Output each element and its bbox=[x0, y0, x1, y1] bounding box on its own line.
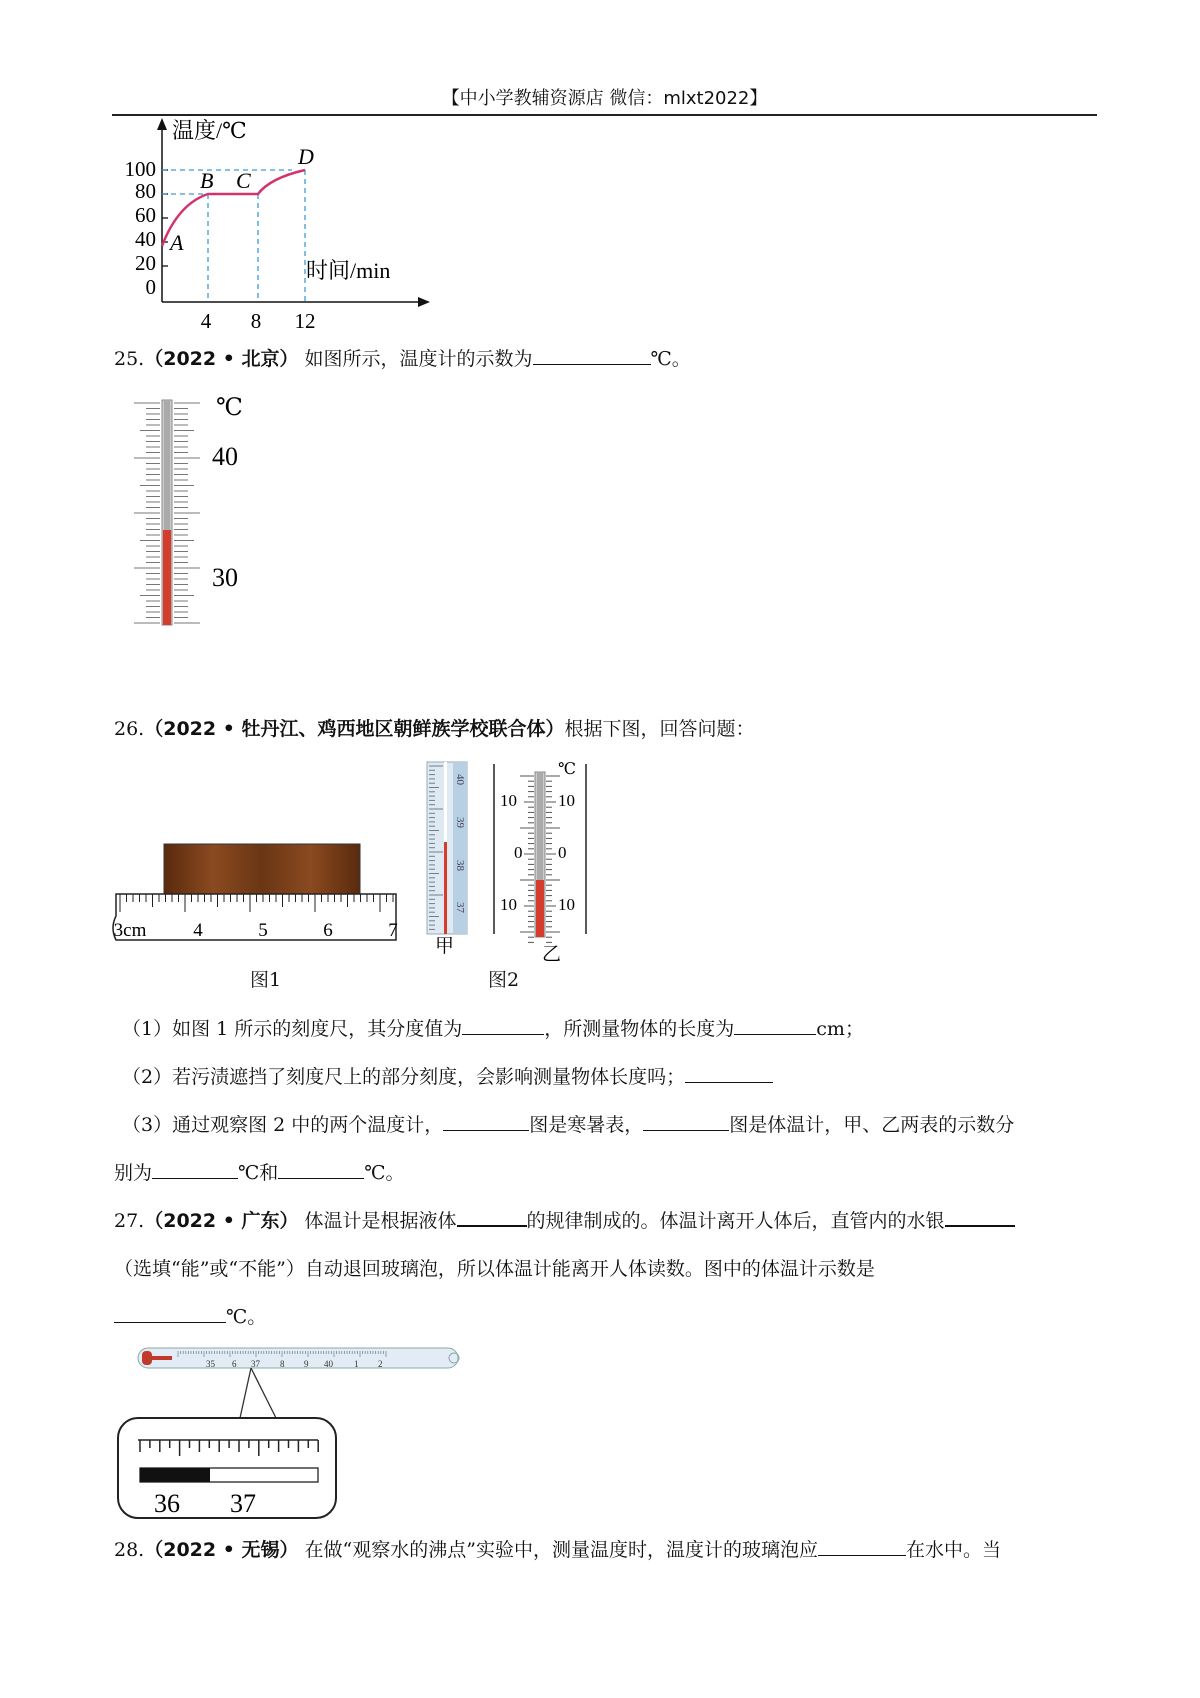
thermo-unit: ℃ bbox=[216, 395, 243, 421]
question-25: 25.（2022 • 北京） 如图所示，温度计的示数为 ℃。 bbox=[114, 348, 691, 370]
q26-sub3: （3）通过观察图 2 中的两个温度计， 图是寒暑表， 图是体温计，甲、乙两表的示数分 bbox=[122, 1114, 1015, 1136]
graph-ytick: 40 bbox=[135, 227, 156, 251]
answer-blank[interactable] bbox=[152, 1160, 238, 1179]
scale-label: 40 bbox=[324, 1359, 333, 1369]
temperature-time-graph bbox=[100, 118, 430, 338]
answer-blank[interactable] bbox=[685, 1064, 773, 1083]
point-label-a: A bbox=[170, 230, 184, 255]
ruler-label: 7 bbox=[388, 920, 398, 941]
yi-right-label: 10 bbox=[558, 791, 575, 810]
answer-blank[interactable] bbox=[462, 1016, 544, 1035]
jia-tick-label: 38 bbox=[454, 860, 466, 871]
thermo-label-30: 30 bbox=[212, 563, 238, 592]
ruler-label: 4 bbox=[193, 920, 203, 941]
answer-blank[interactable] bbox=[818, 1537, 906, 1556]
answer-blank[interactable] bbox=[643, 1112, 729, 1131]
thermometer-q25 bbox=[120, 395, 260, 630]
graph-xtick: 8 bbox=[250, 309, 262, 333]
clinical-thermometer-q27 bbox=[118, 1340, 458, 1520]
question-26: 26.（2022 • 牡丹江、鸡西地区朝鲜族学校联合体）根据下图，回答问题： bbox=[114, 718, 755, 740]
point-label-d: D bbox=[298, 144, 314, 169]
figure-2-caption: 图2 bbox=[488, 969, 520, 991]
jia-tick-label: 39 bbox=[454, 817, 466, 828]
answer-blank[interactable] bbox=[457, 1207, 527, 1227]
scale-label: 9 bbox=[304, 1359, 309, 1369]
q26-sub1: （1）如图 1 所示的刻度尺，其分度值为 ，所测量物体的长度为 cm； bbox=[122, 1018, 864, 1040]
yi-unit: ℃ bbox=[558, 761, 576, 778]
scale-label: 1 bbox=[354, 1359, 359, 1369]
answer-blank[interactable] bbox=[945, 1207, 1015, 1227]
scale-label: 37 bbox=[251, 1359, 260, 1369]
jia-label: 甲 bbox=[435, 936, 455, 957]
graph-ytick: 0 bbox=[145, 275, 156, 299]
ruler-label: 6 bbox=[323, 920, 333, 941]
graph-ytick: 20 bbox=[135, 251, 156, 275]
question-27-line3: ℃。 bbox=[114, 1303, 266, 1331]
scale-label: 8 bbox=[280, 1359, 285, 1369]
graph-ytick: 100 bbox=[124, 157, 156, 181]
thermo-label-40: 40 bbox=[212, 442, 238, 471]
question-27-line2: （选填“能”或“不能”）自动退回玻璃泡，所以体温计能离开人体读数。图中的体温计示数是 bbox=[114, 1258, 875, 1280]
q26-sub3-cont: 别为 ℃和 ℃。 bbox=[114, 1162, 405, 1184]
q26-sub2: （2）若污渍遮挡了刻度尺上的部分刻度，会影响测量物体长度吗； bbox=[122, 1063, 773, 1091]
jia-tick-label: 40 bbox=[454, 774, 466, 785]
question-28: 28.（2022 • 无锡） 在做“观察水的沸点”实验中，测量温度时，温度计的玻璃泡应 在水中。当 bbox=[114, 1539, 1001, 1561]
yi-left-label: 10 bbox=[500, 791, 517, 810]
yi-left-label: 0 bbox=[514, 843, 523, 862]
page-header: 【中小学教辅资源店 微信：mlxt2022】 bbox=[112, 84, 1097, 116]
graph-xlabel: 时间/min bbox=[306, 258, 391, 283]
ruler-label: 5 bbox=[258, 920, 268, 941]
point-label-c: C bbox=[236, 168, 251, 193]
zoom-label: 37 bbox=[230, 1489, 256, 1518]
scale-label: 6 bbox=[232, 1359, 237, 1369]
point-label-b: B bbox=[200, 168, 214, 193]
graph-xtick: 12 bbox=[294, 309, 316, 333]
answer-blank[interactable] bbox=[443, 1112, 529, 1131]
ruler-figure bbox=[112, 840, 407, 950]
yi-right-label: 10 bbox=[558, 895, 575, 914]
yi-right-label: 0 bbox=[558, 843, 567, 862]
weather-thermometer-yi bbox=[490, 761, 590, 965]
clinical-thermometer-jia bbox=[425, 762, 475, 957]
graph-ylabel: 温度/℃ bbox=[172, 118, 247, 143]
scale-label: 2 bbox=[378, 1359, 383, 1369]
figure-1-caption: 图1 bbox=[250, 969, 282, 991]
wooden-block bbox=[164, 844, 360, 894]
graph-ytick: 80 bbox=[135, 179, 156, 203]
answer-blank[interactable] bbox=[533, 346, 651, 365]
answer-blank[interactable] bbox=[114, 1304, 226, 1323]
graph-xtick: 4 bbox=[200, 309, 212, 333]
yi-left-label: 10 bbox=[500, 895, 517, 914]
zoom-label: 36 bbox=[154, 1489, 180, 1518]
answer-blank[interactable] bbox=[734, 1016, 816, 1035]
jia-tick-label: 37 bbox=[454, 902, 466, 913]
ruler-label: 3cm bbox=[113, 920, 147, 941]
scale-label: 35 bbox=[206, 1359, 215, 1369]
question-27: 27.（2022 • 广东） 体温计是根据液体 的规律制成的。体温计离开人体后，直管内的水银 bbox=[114, 1207, 1015, 1235]
graph-ytick: 60 bbox=[135, 203, 156, 227]
answer-blank[interactable] bbox=[278, 1160, 364, 1179]
yi-label: 乙 bbox=[542, 944, 562, 965]
